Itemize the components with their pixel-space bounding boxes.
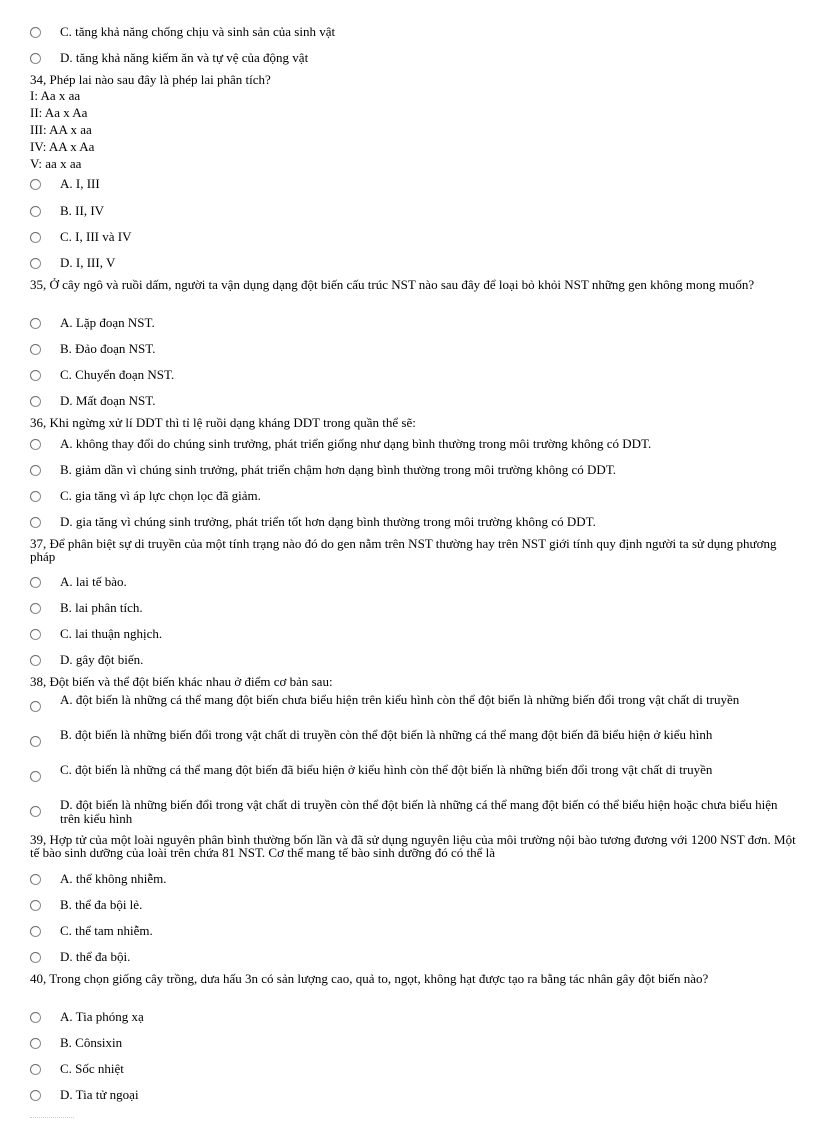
option-text: D. gây đột biến. [60, 652, 144, 667]
question-item: V: aa x aa [30, 156, 82, 171]
option-text: C. Chuyển đoạn NST. [60, 367, 175, 382]
answer-option[interactable] [30, 463, 798, 477]
answer-option[interactable] [30, 898, 798, 912]
answer-option[interactable] [30, 601, 798, 615]
option-text: B. lai phân tích. [60, 600, 143, 615]
radio-button[interactable] [30, 53, 41, 64]
option-text: B. giảm dần vì chúng sinh trưởng, phát triển chậm hơn dạng bình thường trong môi trường không có DDT. [60, 462, 617, 477]
question-text: 38, Đột biến và thể đột biến khác nhau ở điểm cơ bản sau: [30, 674, 333, 689]
radio-button[interactable] [30, 179, 41, 190]
radio-button[interactable] [30, 655, 41, 666]
option-text: D. thể đa bội. [60, 949, 131, 964]
radio-button[interactable] [30, 370, 41, 381]
answer-option[interactable] [30, 230, 798, 244]
option-text: A. Lặp đoạn NST. [60, 315, 155, 330]
answer-option[interactable] [30, 1062, 798, 1076]
radio-button[interactable] [30, 1064, 41, 1075]
question-text: 36, Khi ngừng xử lí DDT thì tỉ lệ ruồi dạng kháng DDT trong quần thể sẽ: [30, 415, 416, 430]
question-text: 40, Trong chọn giống cây trồng, dưa hấu 3n có sản lượng cao, quả to, ngọt, không hạt được tạo ra bằng tác nhân gây đột biến nào? [30, 971, 709, 986]
option-text: A. lai tế bào. [60, 574, 127, 589]
question-text: 34, Phép lai nào sau đây là phép lai phân tích? [30, 72, 271, 87]
answer-option[interactable] [30, 627, 798, 641]
option-text: A. I, III [60, 176, 100, 191]
option-text: D. Tia tử ngoại [60, 1087, 139, 1102]
answer-option[interactable] [30, 924, 798, 938]
answer-option[interactable] [30, 368, 798, 382]
radio-button[interactable] [30, 232, 41, 243]
radio-button[interactable] [30, 465, 41, 476]
option-text: B. đột biến là những biến đổi trong vật chất di truyền còn thể đột biến là những cá thể mang đột biến đã biểu hiện ở kiểu hình [60, 727, 713, 742]
answer-option[interactable] [30, 437, 798, 451]
option-text: A. Tia phóng xạ [60, 1009, 144, 1024]
radio-button[interactable] [30, 1090, 41, 1101]
question-item: IV: AA x Aa [30, 139, 95, 154]
radio-button[interactable] [30, 396, 41, 407]
option-text: A. thể không nhiễm. [60, 871, 167, 886]
radio-button[interactable] [30, 736, 41, 747]
radio-button[interactable] [30, 952, 41, 963]
radio-button[interactable] [30, 577, 41, 588]
option-text: D. đột biến là những biến đổi trong vật chất di truyền còn thể đột biến là những cá thể mang đột biến có thể biểu hiện hoặc chưa biểu hiện trên kiểu hình [60, 797, 778, 826]
answer-option[interactable] [30, 489, 798, 503]
answer-option[interactable] [30, 177, 798, 191]
option-text: B. thể đa bội lẻ. [60, 897, 143, 912]
page-divider [30, 1117, 74, 1118]
question-text: 37, Để phân biệt sự di truyền của một tính trạng nào đó do gen nằm trên NST thường hay trên NST giới tính quy định người ta sử dụng phương pháp [30, 536, 777, 564]
answer-option[interactable] [30, 316, 798, 330]
answer-option[interactable] [30, 51, 798, 65]
option-text: B. Đảo đoạn NST. [60, 341, 156, 356]
answer-option[interactable] [30, 342, 798, 356]
answer-option[interactable] [30, 653, 798, 667]
option-text: D. Mất đoạn NST. [60, 393, 156, 408]
option-text: C. đột biến là những cá thể mang đột biến đã biểu hiện ở kiểu hình còn thể đột biến là những biến đổi trong vật chất di truyền [60, 762, 713, 777]
answer-option[interactable] [30, 693, 798, 712]
radio-button[interactable] [30, 206, 41, 217]
answer-option[interactable] [30, 950, 798, 964]
option-text: C. thể tam nhiễm. [60, 923, 153, 938]
radio-button[interactable] [30, 629, 41, 640]
radio-button[interactable] [30, 900, 41, 911]
answer-option[interactable] [30, 204, 798, 218]
option-text: A. không thay đổi do chúng sinh trưởng, phát triển giống như dạng bình thường trong môi trường không có DDT. [60, 436, 652, 451]
option-text: A. đột biến là những cá thể mang đột biến chưa biểu hiện trên kiểu hình còn thể đột biến là những biến đổi trong vật chất di truyền [60, 692, 740, 707]
radio-button[interactable] [30, 603, 41, 614]
answer-option[interactable] [30, 1088, 798, 1102]
option-text: C. gia tăng vì áp lực chọn lọc đã giảm. [60, 488, 261, 503]
radio-button[interactable] [30, 1012, 41, 1023]
radio-button[interactable] [30, 771, 41, 782]
answer-option[interactable] [30, 872, 798, 886]
question-item: III: AA x aa [30, 122, 92, 137]
option-text: C. lai thuận nghịch. [60, 626, 163, 641]
option-text: C. tăng khả năng chống chịu và sinh sản của sinh vật [60, 24, 336, 39]
answer-option[interactable] [30, 394, 798, 408]
radio-button[interactable] [30, 517, 41, 528]
option-text: D. gia tăng vì chúng sinh trưởng, phát triển tốt hơn dạng bình thường trong môi trường không có DDT. [60, 514, 596, 529]
radio-button[interactable] [30, 806, 41, 817]
answer-option[interactable] [30, 25, 798, 39]
radio-button[interactable] [30, 701, 41, 712]
option-text: D. tăng khả năng kiếm ăn và tự vệ của động vật [60, 50, 309, 65]
radio-button[interactable] [30, 926, 41, 937]
option-text: B. II, IV [60, 203, 105, 218]
answer-option[interactable] [30, 763, 798, 782]
question-text: 39, Hợp tử của một loài nguyên phân bình thường bốn lần và đã sử dụng nguyên liệu của môi trường nội bào tương đương với 1200 NST đơn. Một tế bào sinh dưỡng của loài trên chứa 81 NST. Cơ thể mang tế bào sinh dưỡng đó có thể là [30, 832, 796, 860]
radio-button[interactable] [30, 874, 41, 885]
radio-button[interactable] [30, 27, 41, 38]
radio-button[interactable] [30, 491, 41, 502]
answer-option[interactable] [30, 728, 798, 747]
option-text: C. I, III và IV [60, 229, 132, 244]
radio-button[interactable] [30, 258, 41, 269]
radio-button[interactable] [30, 439, 41, 450]
answer-option[interactable] [30, 1010, 798, 1024]
option-text: B. Cônsixin [60, 1035, 123, 1050]
answer-option[interactable] [30, 798, 798, 826]
option-text: C. Sốc nhiệt [60, 1061, 124, 1076]
option-text: D. I, III, V [60, 255, 116, 270]
answer-option[interactable] [30, 1036, 798, 1050]
radio-button[interactable] [30, 1038, 41, 1049]
question-text: 35, Ở cây ngô và ruồi dấm, người ta vận dụng dạng đột biến cấu trúc NST nào sau đây để loại bỏ khỏi NST những gen không mong muốn? [30, 277, 755, 292]
question-item: II: Aa x Aa [30, 105, 88, 120]
radio-button[interactable] [30, 344, 41, 355]
question-item: I: Aa x aa [30, 88, 81, 103]
answer-option[interactable] [30, 515, 798, 529]
answer-option[interactable] [30, 256, 798, 270]
radio-button[interactable] [30, 318, 41, 329]
answer-option[interactable] [30, 575, 798, 589]
